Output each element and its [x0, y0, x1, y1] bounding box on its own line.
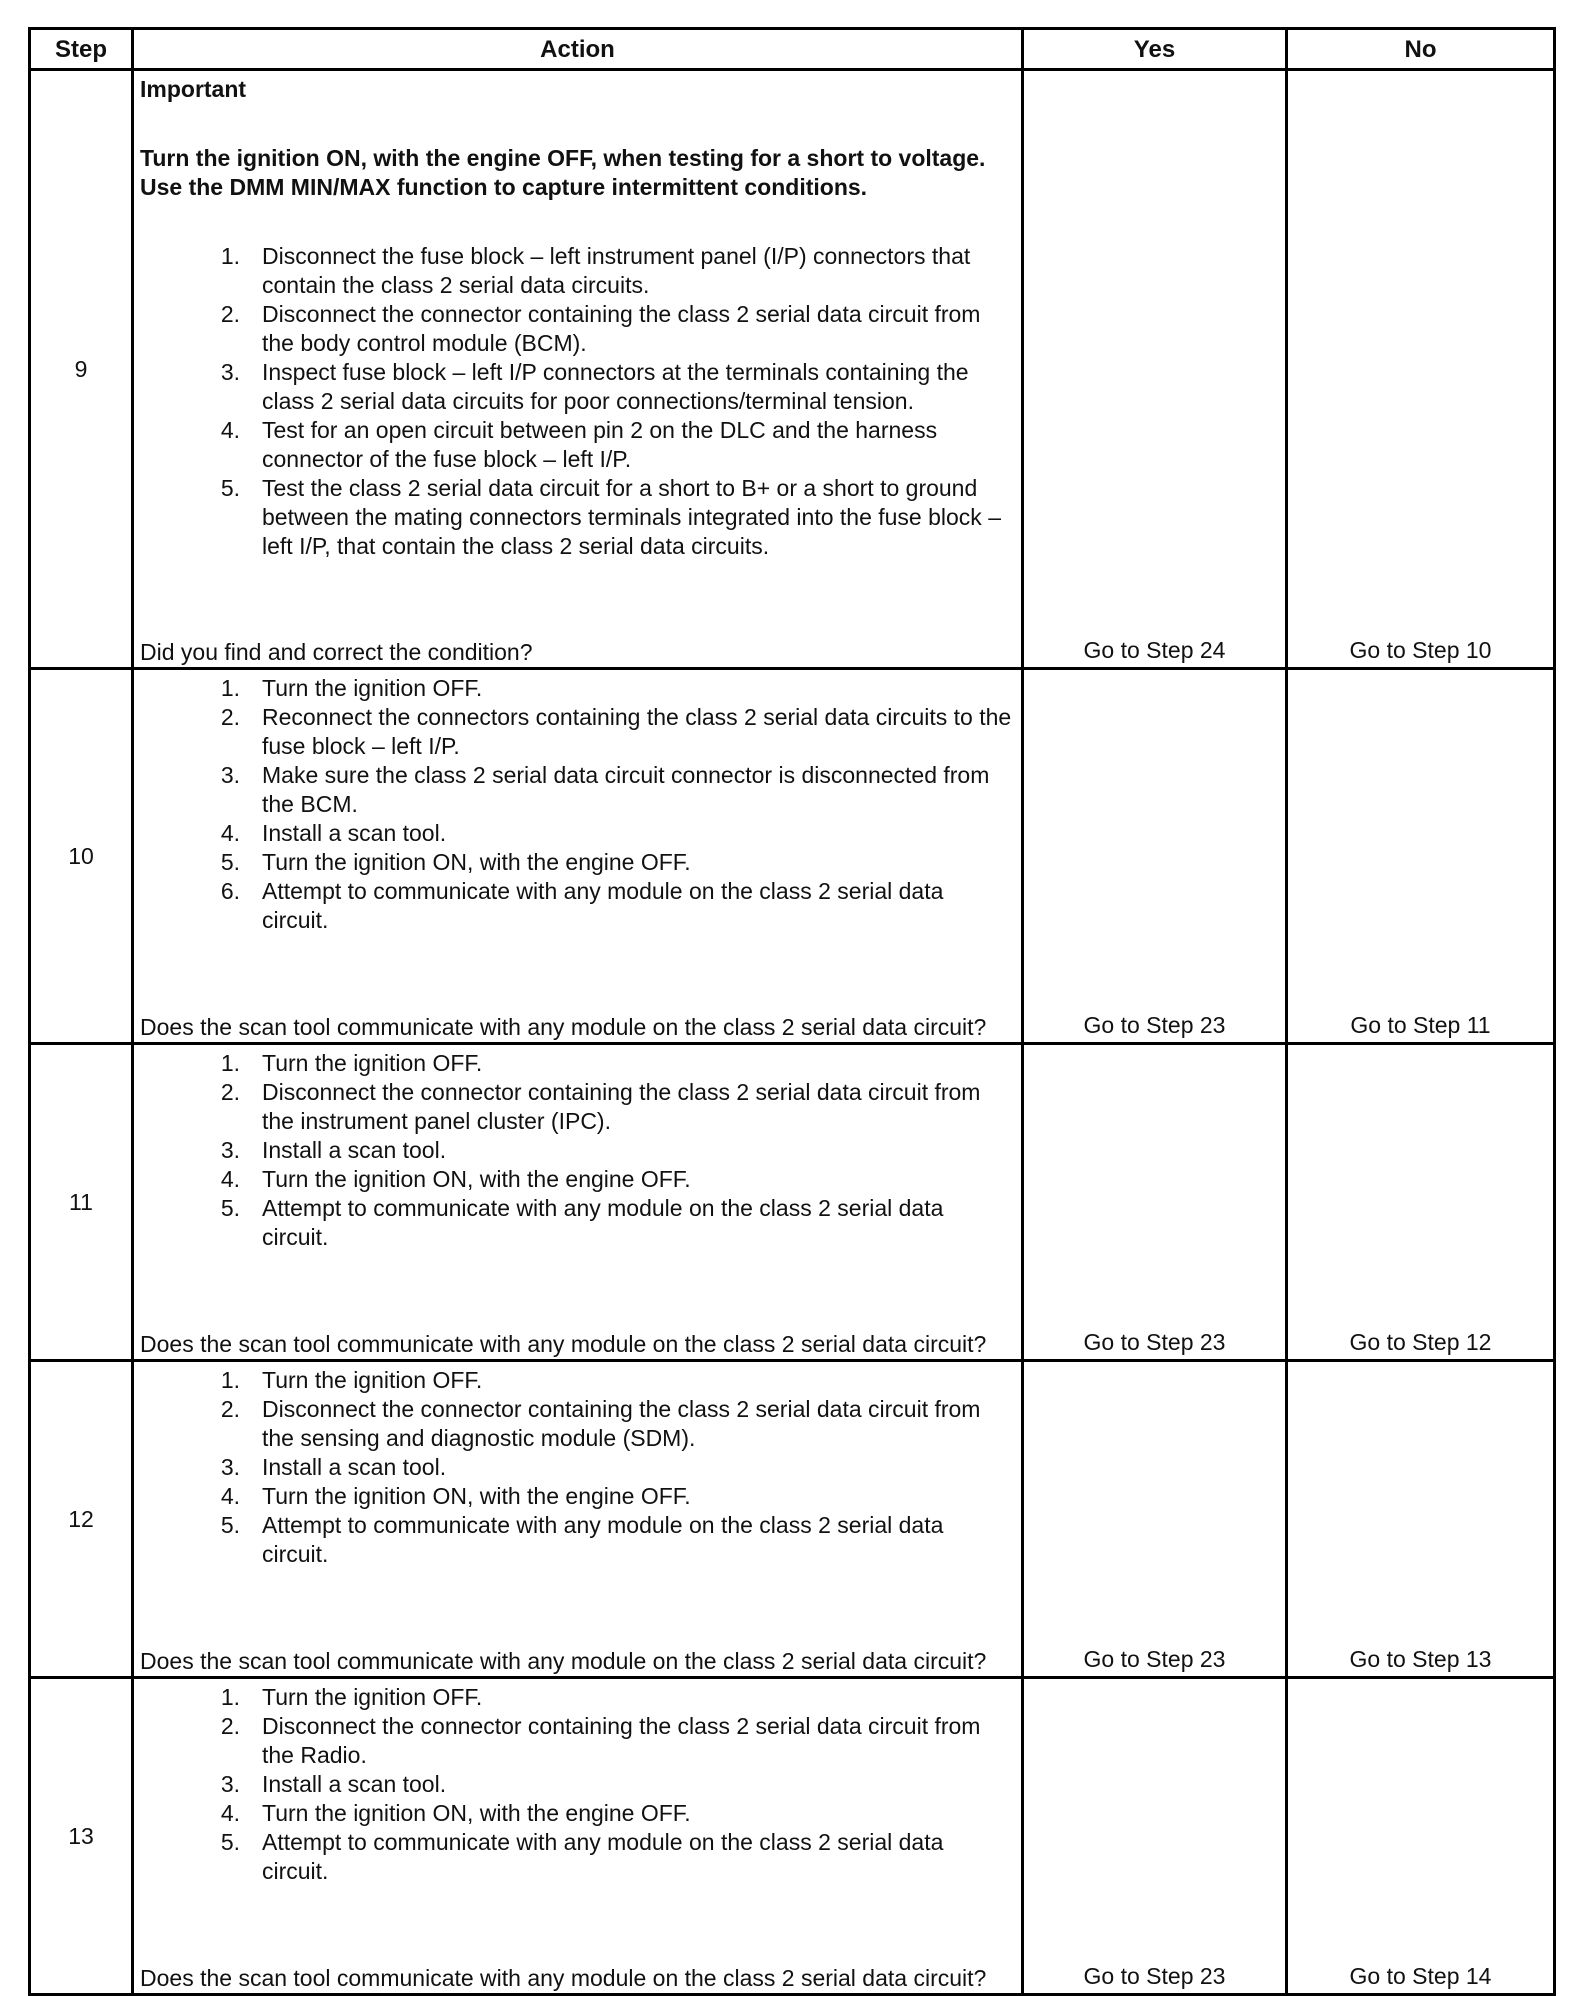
question-text: Does the scan tool communicate with any module on the class 2 serial data circuit?	[140, 1331, 987, 1357]
item-number: 5.	[220, 1195, 240, 1221]
yes-result: Go to Step 24	[1023, 70, 1287, 669]
procedure-list	[140, 674, 1013, 935]
step-number: 13	[30, 1678, 133, 1995]
item-text: Attempt to communicate with any module on the class 2 serial data circuit.	[262, 1512, 944, 1567]
item-number: 5.	[220, 1512, 240, 1538]
item-number: 2.	[220, 1079, 240, 1105]
list-item	[140, 848, 1013, 877]
header-row	[30, 29, 1555, 70]
no-result: Go to Step 10	[1287, 70, 1555, 669]
item-text: Attempt to communicate with any module on the class 2 serial data circuit.	[262, 878, 944, 933]
action-cell	[133, 1361, 1023, 1678]
yes-result: Go to Step 23	[1023, 1678, 1287, 1995]
item-text: Make sure the class 2 serial data circuit connector is disconnected from the BCM.	[262, 762, 990, 817]
procedure-list	[140, 1049, 1013, 1252]
no-result: Go to Step 12	[1287, 1044, 1555, 1361]
list-item	[140, 474, 1013, 561]
item-number: 2.	[220, 704, 240, 730]
item-text: Disconnect the connector containing the class 2 serial data circuit from the body control module (BCM).	[262, 301, 981, 356]
question-text: Did you find and correct the condition?	[140, 639, 533, 665]
item-text: Install a scan tool.	[262, 820, 447, 846]
no-result: Go to Step 11	[1287, 669, 1555, 1044]
yes-result: Go to Step 23	[1023, 1044, 1287, 1361]
item-number: 3.	[220, 1454, 240, 1480]
header-yes: Yes	[1023, 29, 1287, 70]
item-text: Install a scan tool.	[262, 1137, 447, 1163]
item-text: Turn the ignition OFF.	[262, 1684, 483, 1710]
list-item	[140, 819, 1013, 848]
action-cell	[133, 1044, 1023, 1361]
list-item	[140, 358, 1013, 416]
procedure-list	[140, 1366, 1013, 1569]
item-number: 1.	[220, 1367, 240, 1393]
action-cell	[133, 70, 1023, 669]
list-item	[140, 1366, 1013, 1395]
step-number: 9	[30, 70, 133, 669]
list-item	[140, 1799, 1013, 1828]
item-number: 3.	[220, 1137, 240, 1163]
item-number: 5.	[220, 1829, 240, 1855]
list-item	[140, 761, 1013, 819]
item-number: 1.	[220, 1684, 240, 1710]
action-cell	[133, 669, 1023, 1044]
item-number: 1.	[220, 675, 240, 701]
item-text: Turn the ignition ON, with the engine OFF.	[262, 1166, 691, 1192]
list-item	[140, 1194, 1013, 1252]
item-text: Disconnect the connector containing the class 2 serial data circuit from the instrument panel cluster (IPC).	[262, 1079, 981, 1134]
table-row	[30, 1678, 1555, 1995]
header-step: Step	[30, 29, 133, 70]
no-result: Go to Step 13	[1287, 1361, 1555, 1678]
item-text: Install a scan tool.	[262, 1454, 447, 1480]
item-text: Turn the ignition ON, with the engine OFF.	[262, 1800, 691, 1826]
list-item	[140, 1828, 1013, 1886]
item-text: Turn the ignition OFF.	[262, 1367, 483, 1393]
list-item	[140, 1165, 1013, 1194]
item-text: Turn the ignition OFF.	[262, 675, 483, 701]
item-text: Disconnect the connector containing the class 2 serial data circuit from the sensing and diagnostic module (SDM).	[262, 1396, 981, 1451]
item-number: 4.	[220, 417, 240, 443]
header-action: Action	[133, 29, 1023, 70]
list-item	[140, 300, 1013, 358]
list-item	[140, 1078, 1013, 1136]
list-item	[140, 1511, 1013, 1569]
item-text: Test for an open circuit between pin 2 on the DLC and the harness connector of the fuse block – left I/P.	[262, 417, 938, 472]
item-text: Turn the ignition ON, with the engine OFF.	[262, 1483, 691, 1509]
action-cell	[133, 1678, 1023, 1995]
item-text: Test the class 2 serial data circuit for a short to B+ or a short to ground between the mating connectors terminals integrated into the fuse block – left I/P, that contain the class 2 serial data circuits.	[262, 475, 1001, 559]
diagnostic-table	[28, 27, 1556, 1996]
item-number: 2.	[220, 301, 240, 327]
question-text: Does the scan tool communicate with any module on the class 2 serial data circuit?	[140, 1965, 987, 1991]
list-item	[140, 877, 1013, 935]
list-item	[140, 674, 1013, 703]
item-text: Attempt to communicate with any module on the class 2 serial data circuit.	[262, 1195, 944, 1250]
list-item	[140, 1049, 1013, 1078]
list-item	[140, 416, 1013, 474]
item-text: Turn the ignition OFF.	[262, 1050, 483, 1076]
item-number: 4.	[220, 1483, 240, 1509]
list-item	[140, 1395, 1013, 1453]
list-item	[140, 1770, 1013, 1799]
list-item	[140, 242, 1013, 300]
step-number: 12	[30, 1361, 133, 1678]
table-row	[30, 669, 1555, 1044]
item-number: 6.	[220, 878, 240, 904]
item-number: 2.	[220, 1396, 240, 1422]
item-number: 5.	[220, 849, 240, 875]
list-item	[140, 1136, 1013, 1165]
item-number: 4.	[220, 1166, 240, 1192]
item-text: Attempt to communicate with any module on the class 2 serial data circuit.	[262, 1829, 944, 1884]
item-number: 1.	[220, 1050, 240, 1076]
question-text: Does the scan tool communicate with any module on the class 2 serial data circuit?	[140, 1648, 987, 1674]
yes-result: Go to Step 23	[1023, 1361, 1287, 1678]
item-text: Inspect fuse block – left I/P connectors at the terminals containing the class 2 serial data circuits for poor connections/terminal tension.	[262, 359, 969, 414]
item-text: Disconnect the fuse block – left instrument panel (I/P) connectors that contain the class 2 serial data circuits.	[262, 243, 971, 298]
item-text: Turn the ignition ON, with the engine OFF.	[262, 849, 691, 875]
header-no: No	[1287, 29, 1555, 70]
item-number: 4.	[220, 1800, 240, 1826]
procedure-list	[140, 1683, 1013, 1886]
item-number: 3.	[220, 359, 240, 385]
table-row	[30, 1361, 1555, 1678]
item-number: 2.	[220, 1713, 240, 1739]
item-text: Disconnect the connector containing the class 2 serial data circuit from the Radio.	[262, 1713, 981, 1768]
step-number: 11	[30, 1044, 133, 1361]
item-number: 5.	[220, 475, 240, 501]
list-item	[140, 1683, 1013, 1712]
important-label: Important	[140, 76, 247, 102]
yes-result: Go to Step 23	[1023, 669, 1287, 1044]
item-number: 3.	[220, 1771, 240, 1797]
no-result: Go to Step 14	[1287, 1678, 1555, 1995]
item-number: 3.	[220, 762, 240, 788]
list-item	[140, 1453, 1013, 1482]
item-text: Reconnect the connectors containing the class 2 serial data circuits to the fuse block – left I/P.	[262, 704, 1012, 759]
item-number: 1.	[220, 243, 240, 269]
item-number: 4.	[220, 820, 240, 846]
table-row	[30, 1044, 1555, 1361]
question-text: Does the scan tool communicate with any module on the class 2 serial data circuit?	[140, 1014, 987, 1040]
list-item	[140, 1712, 1013, 1770]
procedure-list	[140, 242, 1013, 561]
list-item	[140, 1482, 1013, 1511]
step-number: 10	[30, 669, 133, 1044]
table-row	[30, 70, 1555, 669]
item-text: Install a scan tool.	[262, 1771, 447, 1797]
important-notice: Turn the ignition ON, with the engine OFF, when testing for a short to voltage. Use the DMM MIN/MAX function to capture intermittent conditions.	[140, 145, 986, 200]
list-item	[140, 703, 1013, 761]
